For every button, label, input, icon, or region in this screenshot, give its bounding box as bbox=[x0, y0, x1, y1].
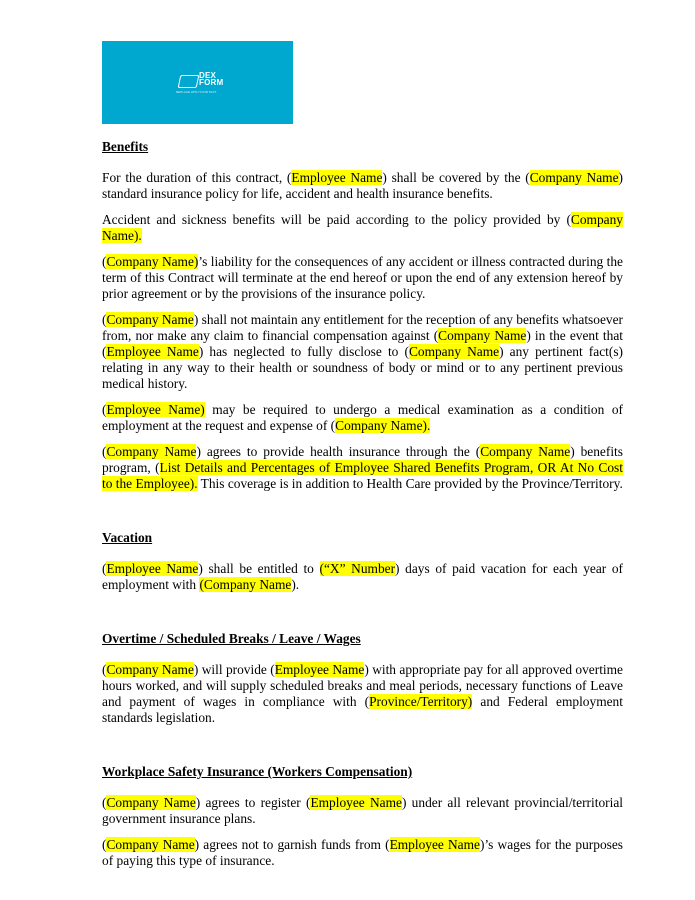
paragraph bbox=[102, 561, 623, 593]
text-run: ) will provide ( bbox=[193, 662, 275, 677]
text-run: ) shall be entitled to bbox=[198, 561, 320, 576]
paragraph bbox=[102, 662, 623, 726]
paragraph bbox=[102, 444, 623, 492]
box-icon bbox=[178, 75, 200, 88]
section-heading: Benefits bbox=[102, 139, 149, 154]
placeholder-field: Company Name bbox=[106, 444, 197, 459]
dexform-logo bbox=[176, 70, 236, 96]
text-run: ) agrees to register ( bbox=[195, 795, 311, 810]
paragraph bbox=[102, 254, 623, 302]
placeholder-field: Employee Name bbox=[274, 662, 365, 677]
text-run: ( bbox=[102, 795, 107, 810]
section-heading: Workplace Safety Insurance (Workers Compensation) bbox=[102, 764, 413, 779]
placeholder-field: Province/Territory) bbox=[369, 694, 473, 709]
text-run: ( bbox=[102, 312, 107, 327]
text-run: ( bbox=[102, 662, 107, 677]
logo-line-1: DEX bbox=[199, 71, 217, 80]
logo-wordmark bbox=[199, 72, 223, 86]
logo-banner bbox=[102, 41, 293, 124]
placeholder-field: Company Name bbox=[438, 328, 527, 343]
placeholder-field: Company Name bbox=[529, 170, 619, 185]
placeholder-field: Company Name bbox=[480, 444, 571, 459]
text-run: ( bbox=[102, 402, 107, 417]
placeholder-field: Company Name). bbox=[335, 418, 431, 433]
placeholder-field: Company Name bbox=[408, 344, 500, 359]
placeholder-field: Company Name bbox=[106, 795, 196, 810]
placeholder-field: Employee Name bbox=[106, 344, 199, 359]
text-run: ( bbox=[102, 837, 107, 852]
logo-line-2: FORM bbox=[199, 78, 224, 87]
section-heading: Overtime / Scheduled Breaks / Leave / Wages bbox=[102, 631, 361, 646]
text-run: ) agrees to provide health insurance through the ( bbox=[196, 444, 481, 459]
text-run: ) standard insurance policy for life, accident and health insurance benefits. bbox=[102, 170, 623, 201]
placeholder-field: Employee Name bbox=[106, 561, 199, 576]
text-run: ) agrees not to garnish funds from ( bbox=[194, 837, 390, 852]
placeholder-field: List Details and Percentages of Employee Shared Benefits Program, OR At No Cost to the Employee). bbox=[102, 460, 623, 491]
section-vacation bbox=[102, 530, 623, 593]
logo-tagline: REPLACE WITH YOUR TEXT bbox=[176, 90, 217, 94]
text-run: Accident and sickness benefits will be paid according to the policy provided by ( bbox=[102, 212, 571, 227]
text-run: and Federal employment standards legislation. bbox=[102, 694, 623, 725]
text-run: ) days of paid vacation for each year of employment with bbox=[102, 561, 624, 592]
placeholder-field: Employee Name bbox=[310, 795, 402, 810]
text-run: ( bbox=[102, 444, 107, 459]
paragraph bbox=[102, 170, 623, 202]
text-run: )’s wages for the purposes of paying this type of insurance. bbox=[102, 837, 624, 868]
placeholder-field: Company Name) bbox=[106, 254, 199, 269]
text-run: This coverage is in addition to Health Care provided by the Province/Territory. bbox=[197, 476, 623, 491]
text-run: For the duration of this contract, ( bbox=[102, 170, 292, 185]
placeholder-field: Employee Name bbox=[389, 837, 480, 852]
text-run: ( bbox=[102, 254, 107, 269]
text-run: ) any pertinent fact(s) relating in any way to their health or soundness of body or mind or to any pertinent previous medical history. bbox=[102, 344, 624, 391]
section-overtime-scheduled-breaks-leave-wages bbox=[102, 631, 623, 726]
document-body bbox=[102, 139, 623, 869]
text-run: ) has neglected to fully disclose to ( bbox=[198, 344, 409, 359]
text-run: ) benefits program, ( bbox=[102, 444, 623, 475]
text-run: ) with appropriate pay for all approved overtime hours worked, and will supply scheduled breaks and meal periods, necessary functions of Leave and payment of wages in compliance with ( bbox=[102, 662, 624, 709]
paragraph bbox=[102, 795, 623, 827]
placeholder-field: Company Name bbox=[106, 662, 194, 677]
placeholder-field: (“X” Number bbox=[319, 561, 396, 576]
placeholder-field: Employee Name bbox=[291, 170, 383, 185]
text-run: ). bbox=[291, 577, 300, 592]
placeholder-field: Company Name bbox=[106, 312, 194, 327]
paragraph bbox=[102, 312, 623, 392]
placeholder-field: Employee Name) bbox=[106, 402, 205, 417]
paragraph bbox=[102, 837, 623, 869]
placeholder-field: Company Name bbox=[106, 837, 195, 852]
text-run: ’s liability for the consequences of any accident or illness contracted during the term of this Contract will terminate at the end hereof or upon the end of any extension hereof by prior agreement or by the provisions of the insurance policy. bbox=[102, 254, 623, 301]
text-run: may be required to undergo a medical examination as a condition of employment at the request and expense of ( bbox=[102, 402, 623, 433]
section-heading: Vacation bbox=[102, 530, 153, 545]
placeholder-field: (Company Name bbox=[199, 577, 292, 592]
text-run: ) shall be covered by the ( bbox=[382, 170, 530, 185]
paragraph bbox=[102, 402, 623, 434]
paragraph bbox=[102, 212, 623, 244]
placeholder-field: Company Name). bbox=[102, 212, 623, 243]
text-run: ) shall not maintain any entitlement for the reception of any benefits whatsoever from, nor make any claim to financial compensation against ( bbox=[102, 312, 623, 343]
text-run: ) in the event that ( bbox=[102, 328, 623, 359]
section-workplace-safety-insurance-workers-compensation bbox=[102, 764, 623, 869]
section-benefits bbox=[102, 139, 623, 492]
text-run: ( bbox=[102, 561, 107, 576]
text-run: ) under all relevant provincial/territorial government insurance plans. bbox=[102, 795, 623, 826]
